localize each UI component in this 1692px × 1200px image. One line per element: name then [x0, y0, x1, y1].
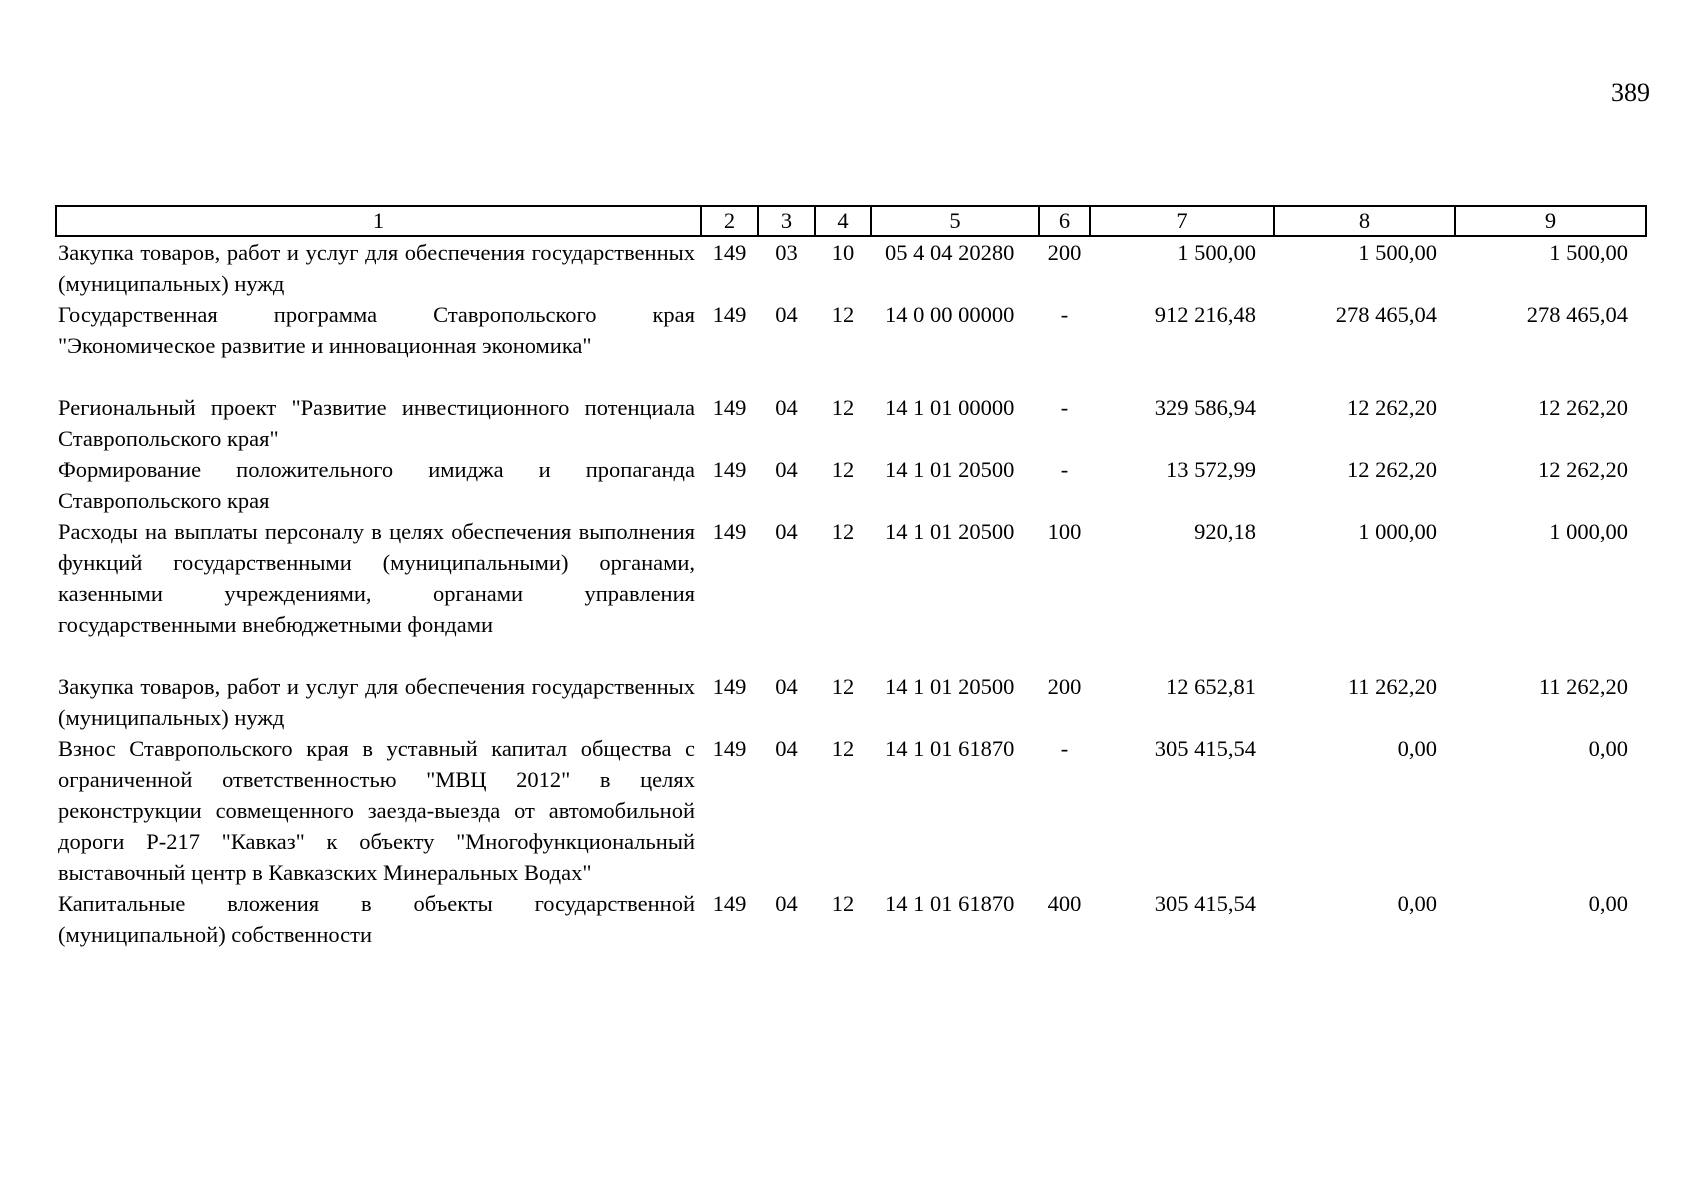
- row-description: Формирование положительного имиджа и пропаганда Ставропольского края: [58, 457, 695, 513]
- column-header-2: 2: [701, 206, 758, 236]
- row-amount-col7: 12 652,81: [1166, 674, 1256, 699]
- table-row: [56, 733, 1646, 888]
- row-expense-type-code: -: [1060, 457, 1069, 482]
- row-target-article-code: 14 1 01 61870: [885, 891, 1015, 916]
- row-description: Расходы на выплаты персоналу в целях обеспечения выполнения функций государственными (муниципальными) органами, казенными учреждениями, органами управления государственными внебюджетными фондами: [58, 519, 695, 637]
- row-section-code: 03: [775, 240, 798, 265]
- row-section-code: 04: [775, 736, 798, 761]
- row-expense-type-code: 200: [1047, 240, 1082, 265]
- row-expense-type-code: 100: [1047, 519, 1082, 544]
- row-amount-col7: 920,18: [1194, 519, 1256, 544]
- table-row: [56, 671, 1646, 733]
- row-amount-col9: 0,00: [1588, 736, 1628, 761]
- row-ministry-code: 149: [712, 736, 747, 761]
- row-amount-col8: 278 465,04: [1335, 302, 1437, 327]
- row-amount-col8: 11 262,20: [1347, 674, 1437, 699]
- row-description: Региональный проект "Развитие инвестиционного потенциала Ставропольского края": [58, 395, 695, 451]
- row-amount-col7: 912 216,48: [1154, 302, 1256, 327]
- row-ministry-code: 149: [712, 395, 747, 420]
- column-header-1: 1: [56, 206, 701, 236]
- row-amount-col7: 329 586,94: [1154, 395, 1256, 420]
- row-amount-col7: 305 415,54: [1154, 736, 1256, 761]
- row-subsection-code: 12: [831, 674, 855, 699]
- column-header-3: 3: [758, 206, 815, 236]
- row-section-code: 04: [775, 891, 798, 916]
- row-amount-col9: 0,00: [1588, 891, 1628, 916]
- page-number: 389: [1611, 78, 1650, 107]
- table-row: [56, 454, 1646, 516]
- row-section-code: 04: [775, 302, 798, 327]
- column-header-6: 6: [1039, 206, 1090, 236]
- row-target-article-code: 14 1 01 20500: [885, 457, 1015, 482]
- table-row: [56, 299, 1646, 392]
- row-subsection-code: 12: [831, 395, 855, 420]
- row-amount-col9: 278 465,04: [1526, 302, 1628, 327]
- column-header-4: 4: [815, 206, 871, 236]
- row-expense-type-code: -: [1060, 395, 1069, 420]
- row-subsection-code: 12: [831, 891, 855, 916]
- row-expense-type-code: -: [1060, 736, 1069, 761]
- column-header-8: 8: [1274, 206, 1455, 236]
- row-expense-type-code: 400: [1047, 891, 1082, 916]
- row-section-code: 04: [775, 519, 798, 544]
- table-row: [56, 392, 1646, 454]
- row-amount-col9: 1 500,00: [1549, 240, 1628, 265]
- row-ministry-code: 149: [712, 457, 747, 482]
- row-target-article-code: 14 1 01 00000: [885, 395, 1015, 420]
- row-ministry-code: 149: [712, 891, 747, 916]
- row-subsection-code: 10: [831, 240, 855, 265]
- column-header-9: 9: [1455, 206, 1646, 236]
- row-amount-col7: 305 415,54: [1154, 891, 1256, 916]
- column-header-5: 5: [871, 206, 1039, 236]
- table-row: [56, 516, 1646, 671]
- row-section-code: 04: [775, 395, 798, 420]
- row-amount-col9: 12 262,20: [1538, 395, 1628, 420]
- row-amount-col9: 12 262,20: [1538, 457, 1628, 482]
- row-amount-col8: 0,00: [1397, 891, 1437, 916]
- table-header-row: [56, 206, 1646, 236]
- row-description: Закупка товаров, работ и услуг для обеспечения государственных (муниципальных) нужд: [58, 674, 695, 730]
- table-row: [56, 236, 1646, 299]
- row-amount-col9: 1 000,00: [1549, 519, 1628, 544]
- row-amount-col9: 11 262,20: [1538, 674, 1628, 699]
- row-amount-col7: 13 572,99: [1166, 457, 1256, 482]
- row-description: Закупка товаров, работ и услуг для обеспечения государственных (муниципальных) нужд: [58, 240, 695, 296]
- row-subsection-code: 12: [831, 519, 855, 544]
- row-amount-col7: 1 500,00: [1177, 240, 1256, 265]
- row-expense-type-code: 200: [1047, 674, 1082, 699]
- row-target-article-code: 05 4 04 20280: [885, 240, 1015, 265]
- row-target-article-code: 14 1 01 20500: [885, 674, 1015, 699]
- row-description: Капитальные вложения в объекты государственной (муниципальной) собственности: [58, 891, 695, 947]
- table-row: [56, 888, 1646, 950]
- row-target-article-code: 14 1 01 61870: [885, 736, 1015, 761]
- row-target-article-code: 14 1 01 20500: [885, 519, 1015, 544]
- column-header-7: 7: [1090, 206, 1274, 236]
- row-ministry-code: 149: [712, 674, 747, 699]
- row-subsection-code: 12: [831, 457, 855, 482]
- row-section-code: 04: [775, 674, 798, 699]
- row-amount-col8: 12 262,20: [1347, 457, 1437, 482]
- row-description: Взнос Ставропольского края в уставный капитал общества с ограниченной ответственностью "МВЦ 2012" в целях реконструкции совмещенного заезда-выезда от автомобильной дороги Р-217 "Кавказ" к объекту "Многофункциональный выставочный центр в Кавказских Минеральных Водах": [58, 736, 695, 885]
- row-expense-type-code: -: [1060, 302, 1069, 327]
- row-section-code: 04: [775, 457, 798, 482]
- row-amount-col8: 1 000,00: [1358, 519, 1437, 544]
- row-subsection-code: 12: [831, 302, 855, 327]
- row-subsection-code: 12: [831, 736, 855, 761]
- row-amount-col8: 1 500,00: [1358, 240, 1437, 265]
- row-ministry-code: 149: [712, 302, 747, 327]
- row-amount-col8: 0,00: [1397, 736, 1437, 761]
- row-amount-col8: 12 262,20: [1347, 395, 1437, 420]
- row-description: Государственная программа Ставропольского края "Экономическое развитие и инновационная экономика": [58, 302, 695, 358]
- budget-table: [55, 205, 1647, 950]
- row-ministry-code: 149: [712, 519, 747, 544]
- row-target-article-code: 14 0 00 00000: [885, 302, 1015, 327]
- row-ministry-code: 149: [712, 240, 747, 265]
